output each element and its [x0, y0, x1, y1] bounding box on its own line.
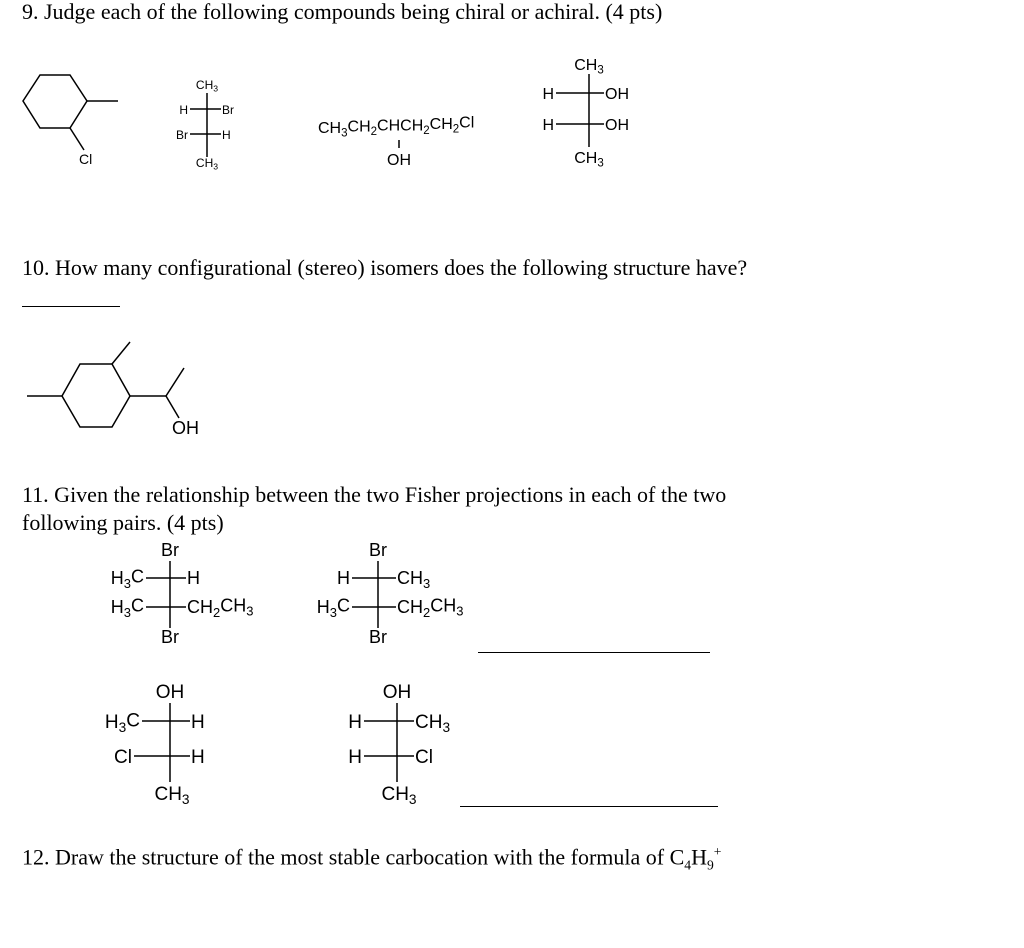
- label-2b-r1-left: H: [348, 712, 362, 733]
- label-1a-bottom: Br: [161, 627, 179, 647]
- question-12-sub9: 9: [706, 857, 714, 873]
- label-2a-r1-left: $H_3C$: [104, 710, 140, 736]
- question-11-line1: 11. Given the relationship between the two Fisher projections in each of the two: [22, 482, 727, 507]
- label-2b-bottom: $CH_3$: [381, 784, 417, 808]
- label-9b-r1-right: Br: [222, 103, 234, 117]
- question-10: 10. How many configurational (stereo) isomers does the following structure have?: [22, 255, 748, 280]
- label-2b-r2-right: Cl: [415, 747, 433, 768]
- label-2a-r1-right: H: [191, 712, 205, 733]
- label-2a-r2-right: H: [191, 747, 205, 768]
- label-1a-r1-right: H: [187, 568, 200, 588]
- label-9d-top: $CH_3$: [574, 57, 604, 77]
- label-2a-bottom: $CH_3$: [154, 784, 190, 808]
- cl-bond-9a: [70, 128, 84, 150]
- label-1b-r1-right: $CH_3$: [397, 568, 431, 591]
- label-9b-r1-left: H: [179, 103, 188, 117]
- label-1a-top: Br: [161, 540, 179, 560]
- question-12-text: 12. Draw the structure of the most stable carbocation with the formula of C: [22, 844, 685, 870]
- label-2a-r2-left: Cl: [114, 747, 132, 768]
- label-9b-bottom: $CH_3$: [195, 156, 219, 172]
- question-12-h: H: [691, 844, 707, 870]
- cyclohexane-ring-9a: [23, 75, 87, 128]
- label-9a-cl: Cl: [79, 151, 93, 167]
- cyclohexane-ring-10: [62, 364, 130, 427]
- label-9d-bottom: $CH_3$: [574, 150, 604, 170]
- label-9c-oh: OH: [387, 152, 411, 169]
- label-1b-top: Br: [369, 540, 387, 560]
- label-10-oh: OH: [172, 418, 199, 438]
- label-2b-r2-left: H: [348, 747, 362, 768]
- label-2a-top: OH: [155, 682, 185, 703]
- label-2b-r1-right: $CH_3$: [415, 712, 451, 736]
- label-9d-r2-left: H: [542, 117, 554, 134]
- label-9b-top: $CH_3$: [195, 78, 219, 94]
- label-1b-r2-left: $H_3C$: [316, 595, 350, 620]
- label-1b-r1-left: H: [337, 568, 350, 588]
- question-12-sub4: 4: [684, 857, 692, 873]
- question-9: 9. Judge each of the following compounds being chiral or achiral. (4 pts): [22, 0, 663, 24]
- label-2b-top: OH: [382, 682, 412, 703]
- label-1b-r2-right: $CH_2CH_3$: [397, 595, 464, 620]
- label-1b-bottom: Br: [369, 627, 387, 647]
- label-9d-r1-left: H: [542, 86, 554, 103]
- label-1a-r2-right: $CH_2CH_3$: [187, 595, 254, 620]
- question-12-charge: +: [713, 844, 722, 859]
- question-11-line2: following pairs. (4 pts): [22, 510, 224, 535]
- label-9c-formula: $CH_3CH_2CHCH_2CH_2Cl$: [318, 114, 475, 140]
- label-9b-r2-left: Br: [176, 128, 188, 142]
- label-1a-r1-left: $H_3C$: [110, 566, 144, 591]
- label-9b-r2-right: H: [222, 128, 231, 142]
- label-1a-r2-left: $H_3C$: [110, 595, 144, 620]
- label-9d-r2-right: OH: [605, 117, 629, 134]
- label-9d-r1-right: OH: [605, 86, 629, 103]
